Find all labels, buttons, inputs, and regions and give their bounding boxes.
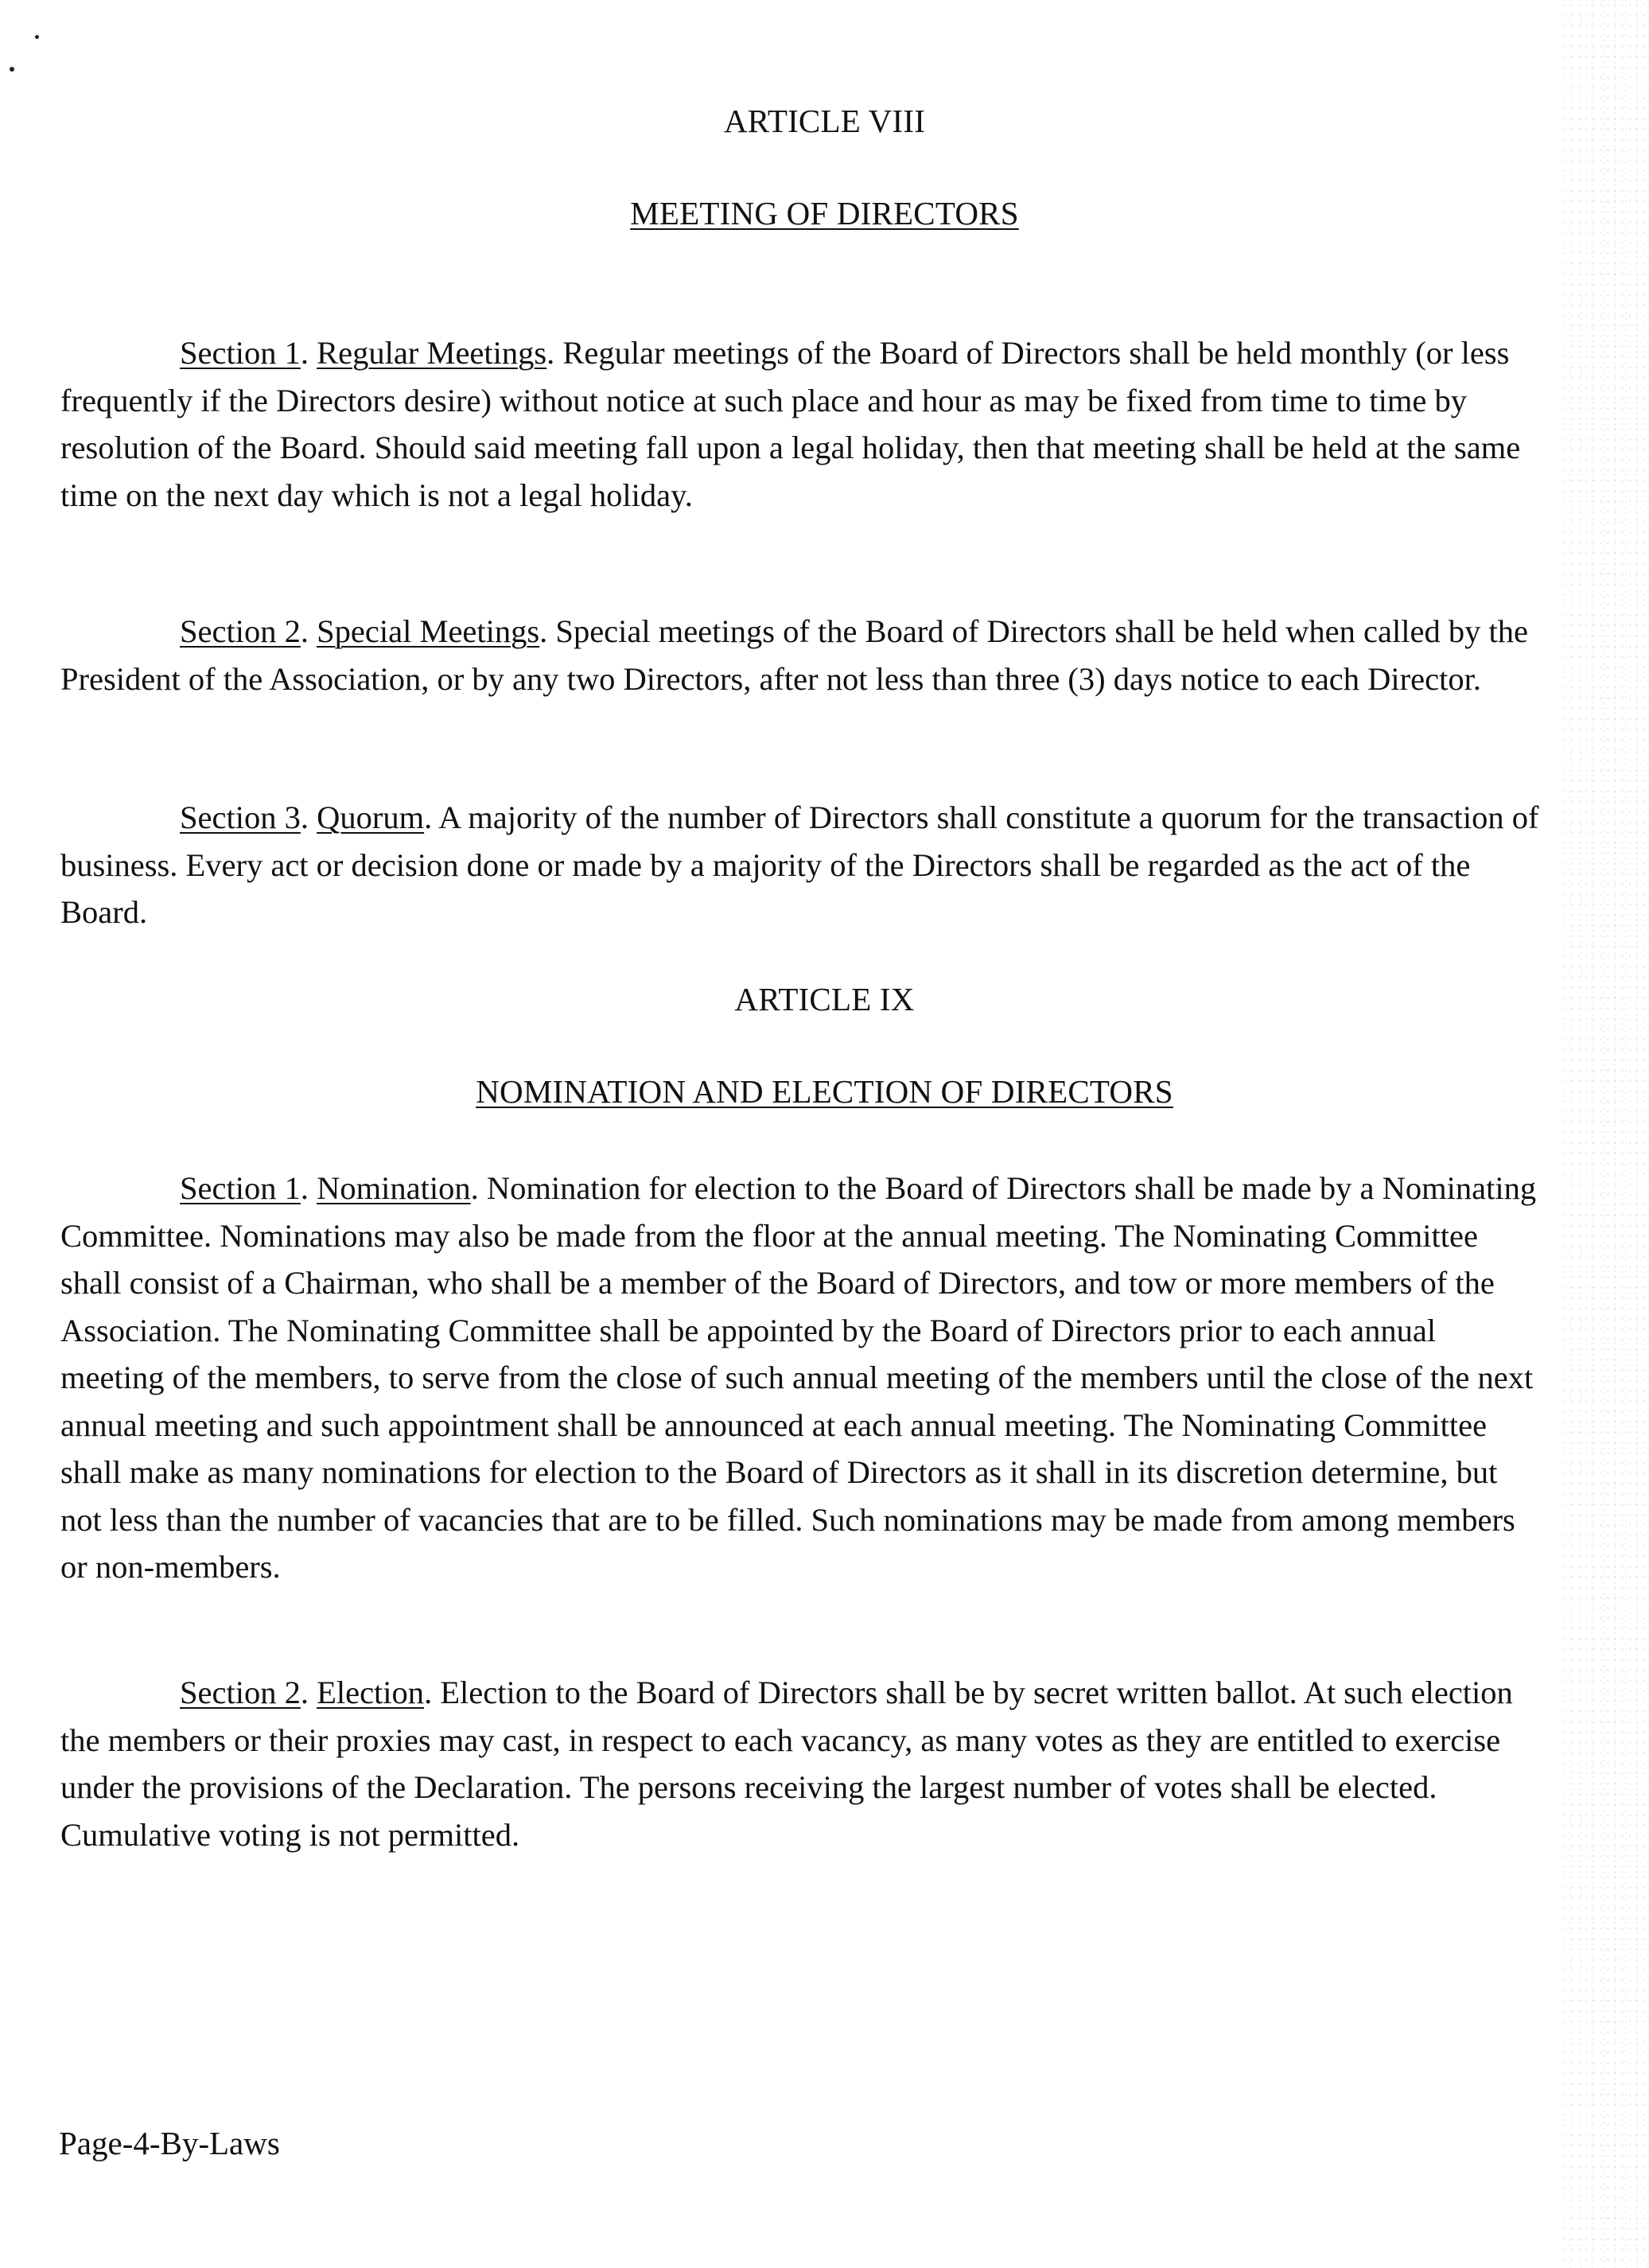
article-viii-subtitle-text: MEETING OF DIRECTORS	[630, 195, 1019, 231]
section-number: Section 1	[180, 1170, 301, 1206]
article-viii-section-2: Section 2. Special Meetings. Special meetings of the Board of Directors shall be held when called by the President of the Association, or by any two Directors, after not less than three (3) days notice to each Director.	[60, 613, 1528, 697]
scan-noise	[1561, 0, 1649, 2268]
article-viii-subtitle	[0, 194, 1649, 232]
article-viii-title: ARTICLE VIII	[723, 103, 926, 139]
section-text: Special meetings of the Board of Directors shall be held when called by the President of the Association, or by any two Directors, after not less than three (3) days notice to each Director.	[60, 613, 1528, 697]
section-text: Nomination for election to the Board of Directors shall be made by a Nominating Committee. Nominations may also be made from the floor at the annual meeting. The Nominating Committee shall consist of a Chairman, who shall be a member of the Board of Directors, and tow or more members of the Association. The Nominating Committee shall be appointed by the Board of Directors prior to each annual meeting of the members, to serve from the close of such annual meeting of the members until the close of the next annual meeting and such appointment shall be announced at each annual meeting. The Nominating Committee shall make as many nominations for election to the Board of Directors as it shall in its discretion determine, but not less than the number of vacancies that are to be filled. Such nominations may be made from among members or non-members.	[60, 1170, 1537, 1585]
section-number: Section 2	[180, 613, 301, 649]
section-heading: Election	[317, 1675, 425, 1710]
section-text: Election to the Board of Directors shall be by secret written ballot. At such election the members or their proxies may cast, in respect to each vacancy, as many votes as they are entitled to exercise under the provisions of the Declaration. The persons receiving the largest number of votes shall be elected. Cumulative voting is not permitted.	[60, 1675, 1513, 1853]
section-number: Section 1	[180, 335, 301, 371]
article-ix-section-2: Section 2. Election. Election to the Board of Directors shall be by secret written ballot. At such election the members or their proxies may cast, in respect to each vacancy, as many votes as they are entitled to exercise under the provisions of the Declaration. The persons receiving the largest number of votes shall be elected. Cumulative voting is not permitted.	[60, 1675, 1513, 1853]
article-ix-section-1: Section 1. Nomination. Nomination for election to the Board of Directors shall be made by a Nominating Committee. Nominations may also be made from the floor at the annual meeting. The Nominating Committee shall consist of a Chairman, who shall be a member of the Board of Directors, and tow or more members of the Association. The Nominating Committee shall be appointed by the Board of Directors prior to each annual meeting of the members, to serve from the close of such annual meeting of the members until the close of the next annual meeting and such appointment shall be announced at each annual meeting. The Nominating Committee shall make as many nominations for election to the Board of Directors as it shall in its discretion determine, but not less than the number of vacancies that are to be filled. Such nominations may be made from among members or non-members.	[60, 1170, 1537, 1585]
article-ix-title: ARTICLE IX	[734, 981, 915, 1017]
page-footer: Page-4-By-Laws	[59, 2125, 280, 2161]
section-heading: Special Meetings	[317, 613, 540, 649]
article-ix-subtitle-text: NOMINATION AND ELECTION OF DIRECTORS	[476, 1073, 1173, 1110]
section-text: A majority of the number of Directors shall constitute a quorum for the transaction of business. Every act or decision done or made by a majority of the Directors shall be regarded as the act of the Board.	[60, 799, 1539, 930]
article-ix-subtitle	[0, 1072, 1649, 1111]
section-heading: Nomination	[317, 1170, 471, 1206]
scan-dot	[35, 35, 39, 39]
scan-dot	[10, 67, 14, 72]
section-number: Section 3	[180, 799, 301, 835]
article-viii-section-1: Section 1. Regular Meetings. Regular meetings of the Board of Directors shall be held monthly (or less frequently if the Directors desire) without notice at such place and hour as may be fixed from time to time by resolution of the Board. Should said meeting fall upon a legal holiday, then that meeting shall be held at the same time on the next day which is not a legal holiday.	[60, 335, 1521, 513]
section-heading: Regular Meetings	[317, 335, 547, 371]
article-viii-section-3: Section 3. Quorum. A majority of the number of Directors shall constitute a quorum for the transaction of business. Every act or decision done or made by a majority of the Directors shall be regarded as the act of the Board.	[60, 799, 1539, 930]
section-heading: Quorum	[317, 799, 425, 835]
section-text: Regular meetings of the Board of Directors shall be held monthly (or less frequently if the Directors desire) without notice at such place and hour as may be fixed from time to time by resolution of the Board. Should said meeting fall upon a legal holiday, then that meeting shall be held at the same time on the next day which is not a legal holiday.	[60, 335, 1521, 513]
section-number: Section 2	[180, 1675, 301, 1710]
